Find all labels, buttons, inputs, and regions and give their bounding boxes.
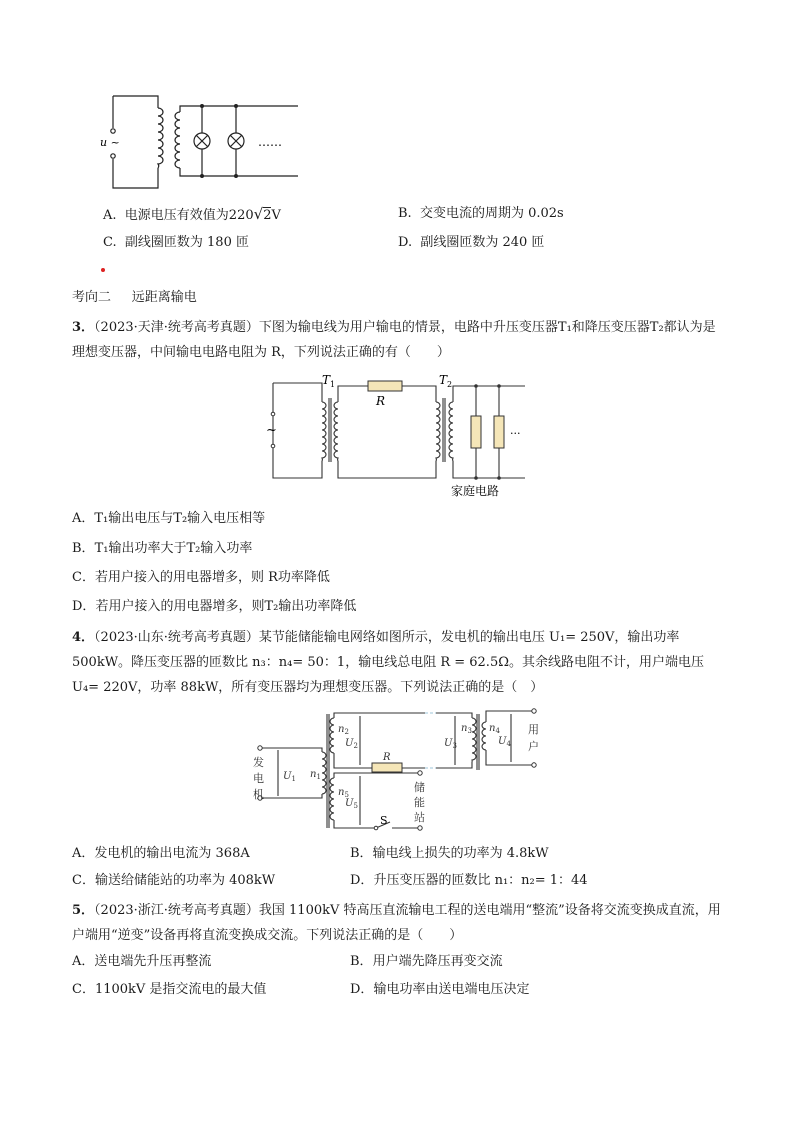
q4-user-char-2: 户: [528, 740, 539, 753]
option-d: D. 副线圈匝数为 240 匝: [398, 235, 545, 250]
q3-source-symbol: ~: [266, 423, 277, 438]
option-a: A. 电源电压有效值为220√2V: [103, 205, 281, 223]
q5-option-c: C．1100kV 是指交流电的最大值: [72, 982, 267, 997]
q3-label-r: R: [376, 394, 386, 408]
q4-option-c: C．输送给储能站的功率为 408kW: [72, 873, 276, 888]
q4-store-char-1: 储: [414, 781, 425, 794]
sqrt-symbol: √: [253, 205, 264, 223]
q4-user-char-1: 用: [528, 723, 539, 736]
q5-stem: 5．（2023·浙江·统考高考真题）我国 1100kV 特高压直流输电工程的送电端用“整流”设备将交流变换成直流，用户端用“逆变”设备再将直流变换成交流。下列说法正确的是（ ）: [72, 903, 721, 943]
option-b: B. 交变电流的周期为 0.02s: [398, 206, 564, 221]
q4-label-u5: $U_5$: [345, 798, 358, 810]
section-heading: 考向二 远距离输电: [72, 290, 197, 305]
q4-label-u1: $U_1$: [283, 771, 296, 783]
fig1-dots: ……: [258, 135, 282, 149]
q3-option-d: D．若用户接入的用电器增多，则T₂输出功率降低: [72, 599, 357, 614]
q3-option-a: A．T₁输出电压与T₂输入电压相等: [72, 511, 266, 526]
q4-label-s: S: [380, 814, 388, 827]
q3-option-c: C．若用户接入的用电器增多，则 R功率降低: [72, 570, 330, 585]
q4-option-a: A．发电机的输出电流为 368A: [72, 846, 250, 861]
q3-stem: 3．（2023·天津·统考高考真题）下图为输电线为用户输电的情景，电路中升压变压器T₁和降压变压器T₂都认为是理想变压器，中间输电电路电阻为 R，下列说法正确的有（ ）: [72, 320, 716, 360]
q4-store-char-3: 站: [414, 811, 425, 824]
q5-option-b: B．用户端先降压再变交流: [350, 954, 503, 969]
q4-store-char-2: 能: [414, 796, 425, 809]
q4-gen-char-3: 机: [253, 788, 264, 801]
q4-label-u4: $U_4$: [498, 736, 511, 748]
q3-option-b: B．T₁输出功率大于T₂输入功率: [72, 541, 253, 556]
q4-label-n1: $n_1$: [310, 769, 321, 781]
q4-label-n3: $n_3$: [461, 723, 472, 735]
q4-gen-char-1: 发: [253, 756, 264, 769]
q4-option-b: B．输电线上损失的功率为 4.8kW: [350, 846, 549, 861]
q4-label-r: R: [383, 752, 391, 763]
fig1-source-label: u ~: [100, 136, 120, 149]
q4-label-n5: $n_5$: [338, 787, 349, 799]
q4-label-u3: $U_3$: [444, 738, 457, 750]
q3-dots: ...: [510, 424, 521, 437]
q3-label-t2: $T_2$: [439, 373, 453, 389]
q4-option-d: D．升压变压器的匝数比 n₁：n₂= 1：44: [350, 873, 588, 888]
q3-label-t1: $T_1$: [322, 373, 336, 389]
q4-label-n2: $n_2$: [338, 724, 349, 736]
q3-caption: 家庭电路: [451, 484, 500, 498]
option-c: C. 副线圈匝数为 180 匝: [103, 235, 249, 250]
q4-stem: 4．（2023·山东·统考高考真题）某节能储能输电网络如图所示，发电机的输出电压 U₁= 250V，输出功率500kW。降压变压器的匝数比 n₃：n₄= 50：1，输电线总电阻 R = 62.5Ω。其余线路电阻不计，用户端电压 U₄= 220V，功率 88kW，所有变压器均为理想变压器。下列说法正确的是（ ）: [72, 630, 704, 695]
q5-option-a: A．送电端先升压再整流: [72, 954, 212, 969]
q4-label-n4: $n_4$: [489, 723, 500, 735]
q4-label-u2: $U_2$: [345, 738, 358, 750]
q4-gen-char-2: 电: [253, 772, 264, 785]
q5-option-d: D．输电功率由送电端电压决定: [350, 982, 530, 997]
